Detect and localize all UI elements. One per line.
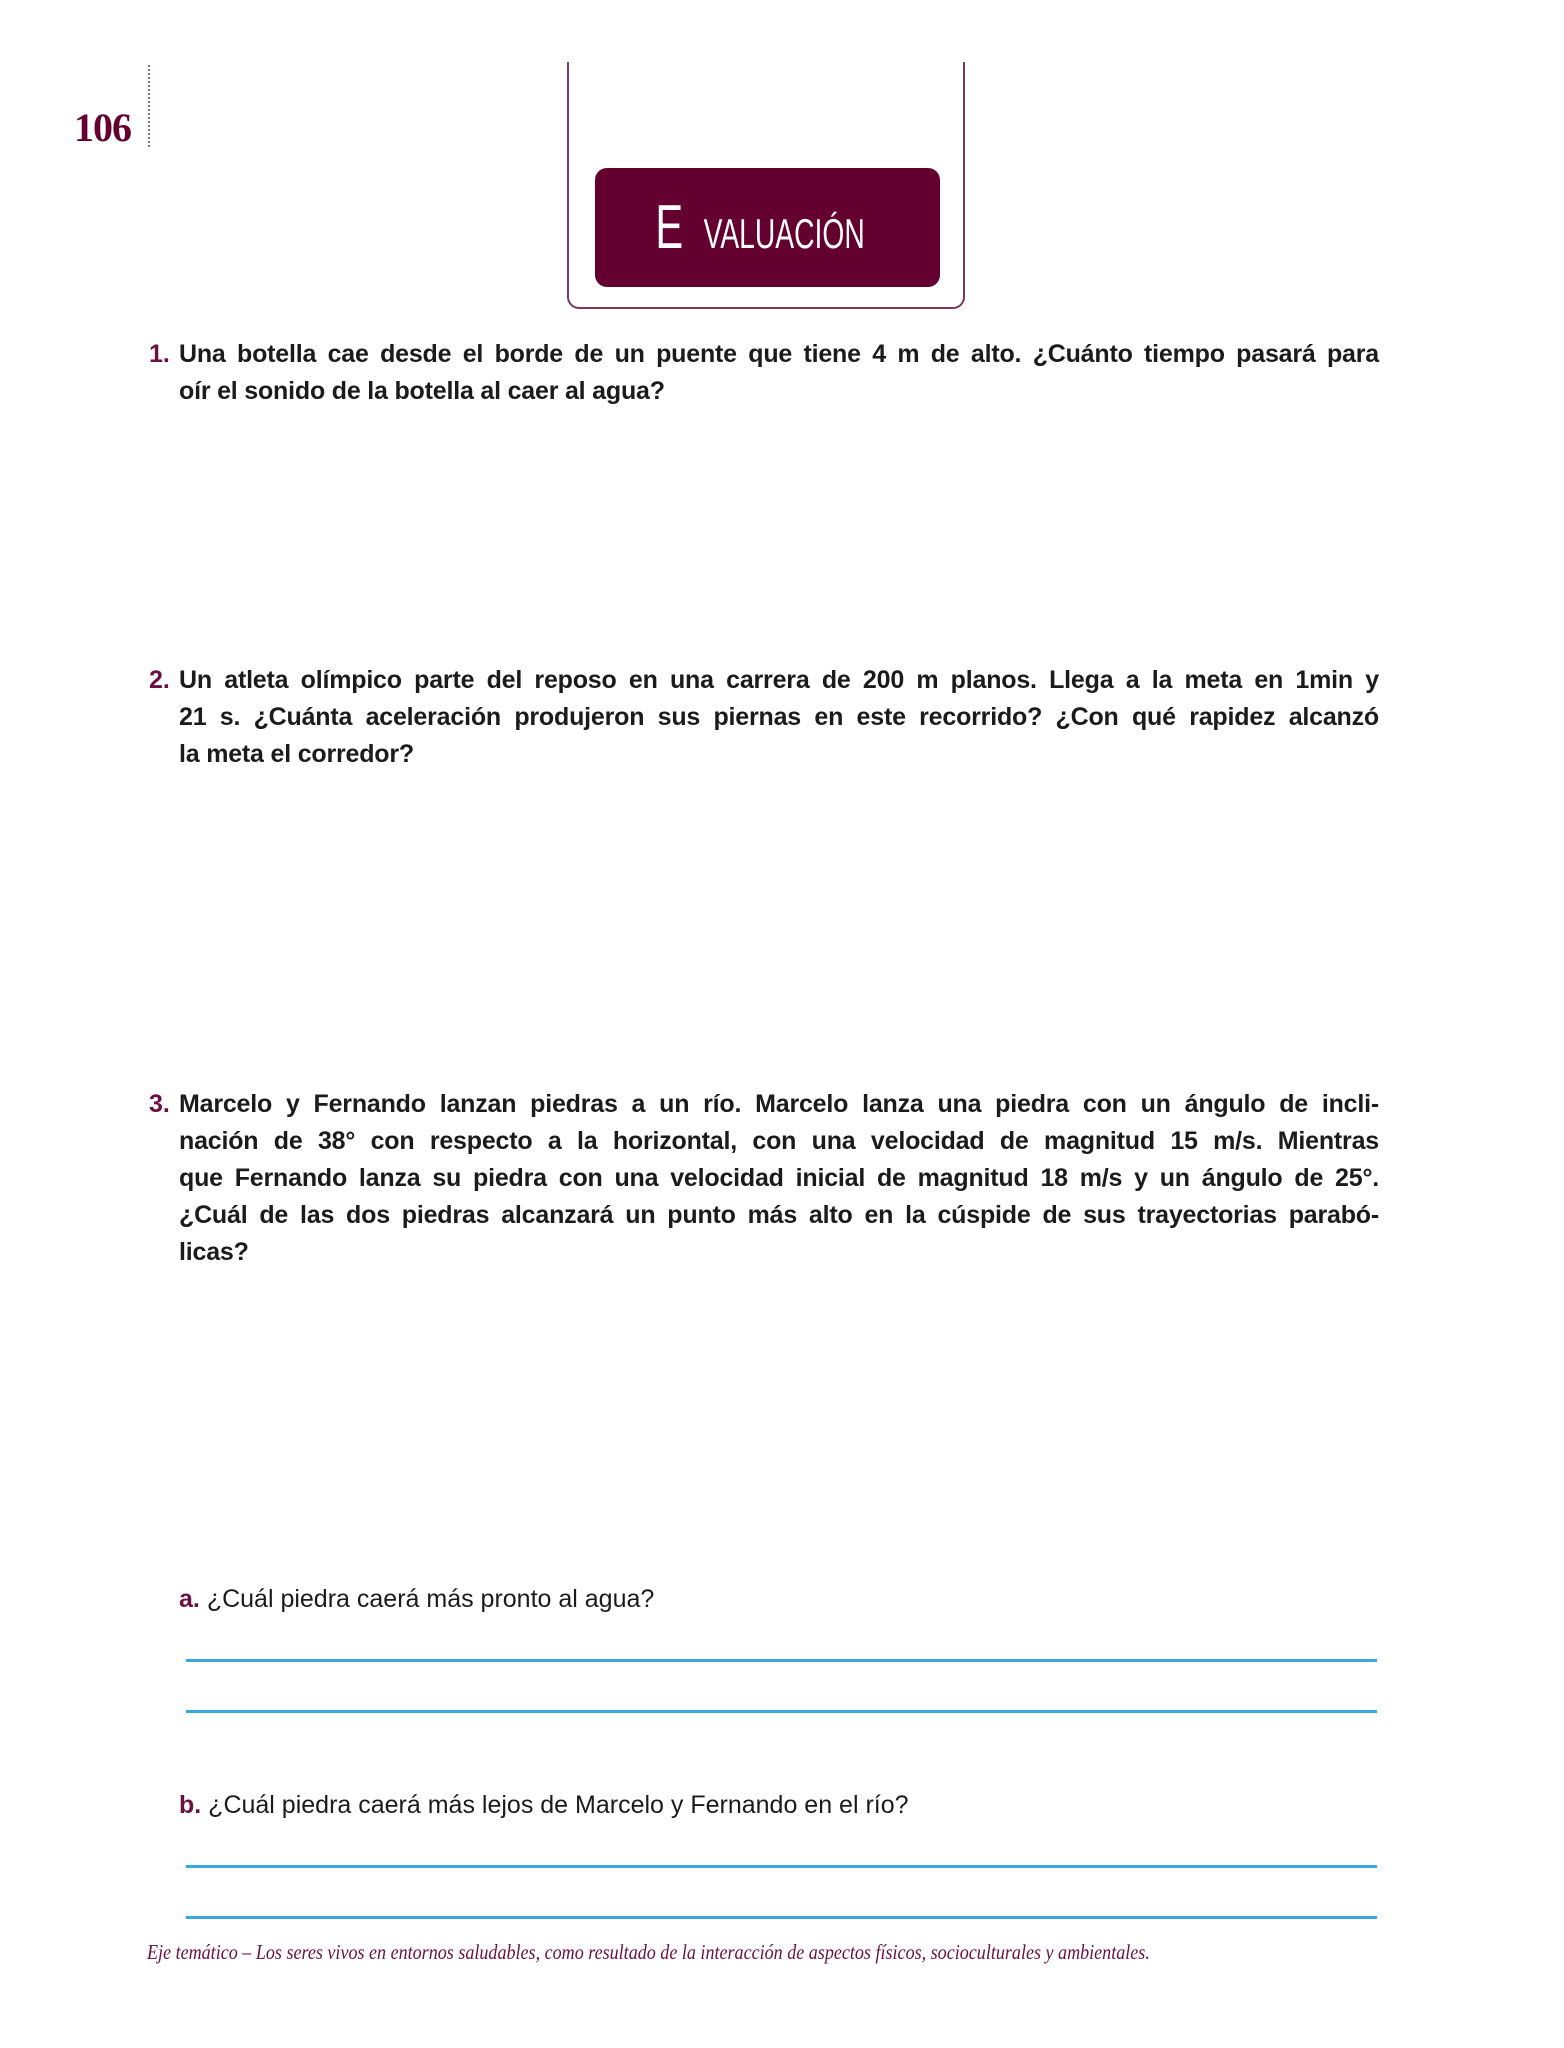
subquestion-text: ¿Cuál piedra caerá más lejos de Marcelo y Fernando en el río? (208, 1791, 909, 1819)
section-title-cap: E (655, 193, 684, 262)
question-1 (149, 336, 1379, 410)
subquestion-a (179, 1581, 654, 1618)
footer-thematic-axis: Eje temático – Los seres vivos en entornos saludables, como resultado de la interacción de aspectos físicos, socioculturales y ambientales. (147, 1940, 1150, 1964)
subquestion-b (179, 1787, 909, 1824)
question-number: 2. (149, 666, 170, 694)
question-text-line: la meta el corredor? (179, 740, 414, 768)
page-number-divider (148, 65, 150, 147)
question-text-line: licas? (179, 1238, 249, 1266)
answer-line[interactable] (186, 1710, 1377, 1713)
subquestion-letter: b. (179, 1791, 202, 1819)
question-text-line: ¿Cuál de las dos piedras alcanzará un punto más alto en la cúspide de sus trayectorias parabó- (179, 1201, 1379, 1229)
section-title (595, 168, 940, 287)
question-number: 1. (149, 340, 170, 368)
question-number: 3. (149, 1090, 170, 1118)
subquestion-text: ¿Cuál piedra caerá más pronto al agua? (206, 1585, 655, 1613)
question-text-line: Marcelo y Fernando lanzan piedras a un río. Marcelo lanza una piedra con un ángulo de incli- (179, 1090, 1379, 1118)
question-text-line: 21 s. ¿Cuánta aceleración produjeron sus piernas en este recorrido? ¿Con qué rapidez alcanzó (179, 703, 1379, 731)
question-text-line: que Fernando lanza su piedra con una velocidad inicial de magnitud 18 m/s y un ángulo de 25°. (179, 1164, 1379, 1192)
answer-line[interactable] (186, 1659, 1377, 1662)
question-2 (149, 662, 1379, 773)
question-text-line: oír el sonido de la botella al caer al agua? (179, 377, 665, 405)
section-title-rest: VALUACIÓN (703, 210, 866, 257)
question-3 (149, 1086, 1379, 1271)
answer-line[interactable] (186, 1865, 1377, 1868)
question-text-line: nación de 38° con respecto a la horizontal, con una velocidad de magnitud 15 m/s. Mientras (179, 1127, 1379, 1155)
subquestion-letter: a. (179, 1585, 200, 1613)
answer-line[interactable] (186, 1916, 1377, 1919)
question-text-line: Un atleta olímpico parte del reposo en una carrera de 200 m planos. Llega a la meta en 1min y (179, 666, 1379, 694)
page-number: 106 (74, 105, 131, 150)
question-text-line: Una botella cae desde el borde de un puente que tiene 4 m de alto. ¿Cuánto tiempo pasará para (179, 340, 1379, 368)
